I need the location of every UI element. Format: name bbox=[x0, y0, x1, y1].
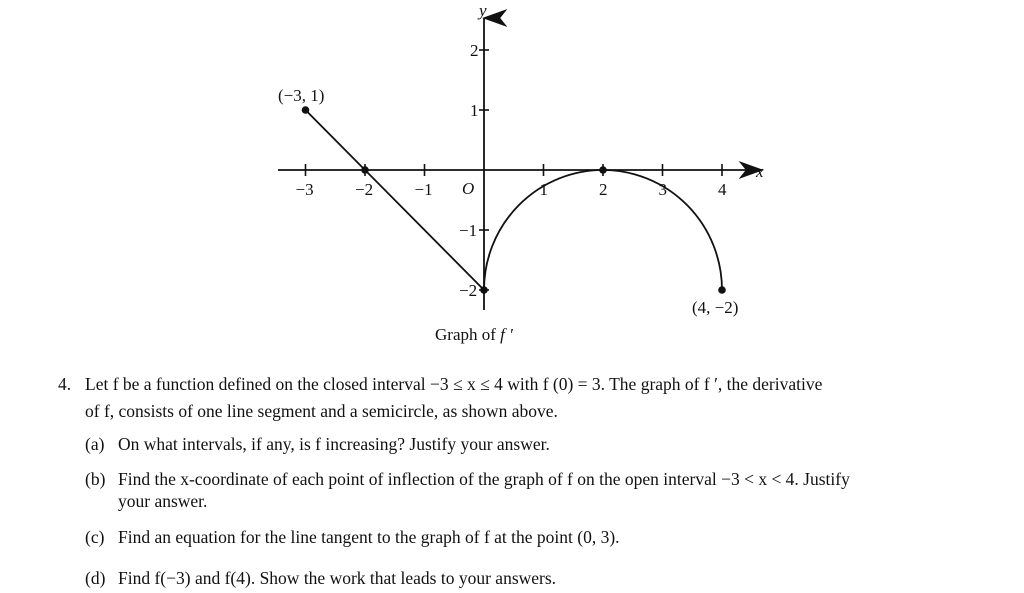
x-tick-label: −2 bbox=[355, 180, 374, 199]
part-a-label: (a) bbox=[85, 434, 105, 454]
y-tick-label: 2 bbox=[470, 41, 479, 60]
x-tick-label: 2 bbox=[599, 180, 608, 199]
y-tick-label: 1 bbox=[470, 101, 479, 120]
x-tick-label: −1 bbox=[414, 180, 433, 199]
x-axis-label: x bbox=[756, 162, 764, 181]
part-d-text: Find f(−3) and f(4). Show the work that leads to your answers. bbox=[118, 568, 557, 588]
part-b-label: (b) bbox=[85, 469, 106, 489]
origin-label: O bbox=[462, 179, 475, 198]
x-tick-label: −3 bbox=[295, 180, 314, 199]
part-c-label: (c) bbox=[85, 527, 105, 547]
x-tick-label: 3 bbox=[658, 180, 667, 199]
part-a-text: On what intervals, if any, is f increasing? Justify your answer. bbox=[118, 434, 550, 454]
part-d-label: (d) bbox=[85, 568, 106, 588]
x-tick-label: 4 bbox=[718, 180, 727, 199]
x-tick-label: 1 bbox=[539, 180, 548, 199]
y-tick-label: −2 bbox=[459, 281, 478, 300]
y-axis-label: y bbox=[479, 1, 487, 20]
y-tick-label: −1 bbox=[459, 221, 478, 240]
problem-intro-line-2: of f, consists of one line segment and a semicircle, as shown above. bbox=[85, 401, 558, 421]
part-b-text-line-2: your answer. bbox=[118, 491, 208, 511]
problem-intro-line-1: Let f be a function defined on the closed interval −3 ≤ x ≤ 4 with f (0) = 3. The graph of f ′, the derivative bbox=[85, 374, 823, 394]
point-label-a: (−3, 1) bbox=[278, 86, 325, 105]
problem-number: 4. bbox=[58, 374, 72, 394]
point-label-b: (4, −2) bbox=[692, 298, 739, 317]
graph-caption: Graph of f ′ bbox=[435, 325, 513, 344]
part-b-text-line-1: Find the x-coordinate of each point of inflection of the graph of f on the open interval −3 < x < 4. Justify bbox=[118, 469, 850, 489]
part-c-text: Find an equation for the line tangent to the graph of f at the point (0, 3). bbox=[118, 527, 620, 547]
